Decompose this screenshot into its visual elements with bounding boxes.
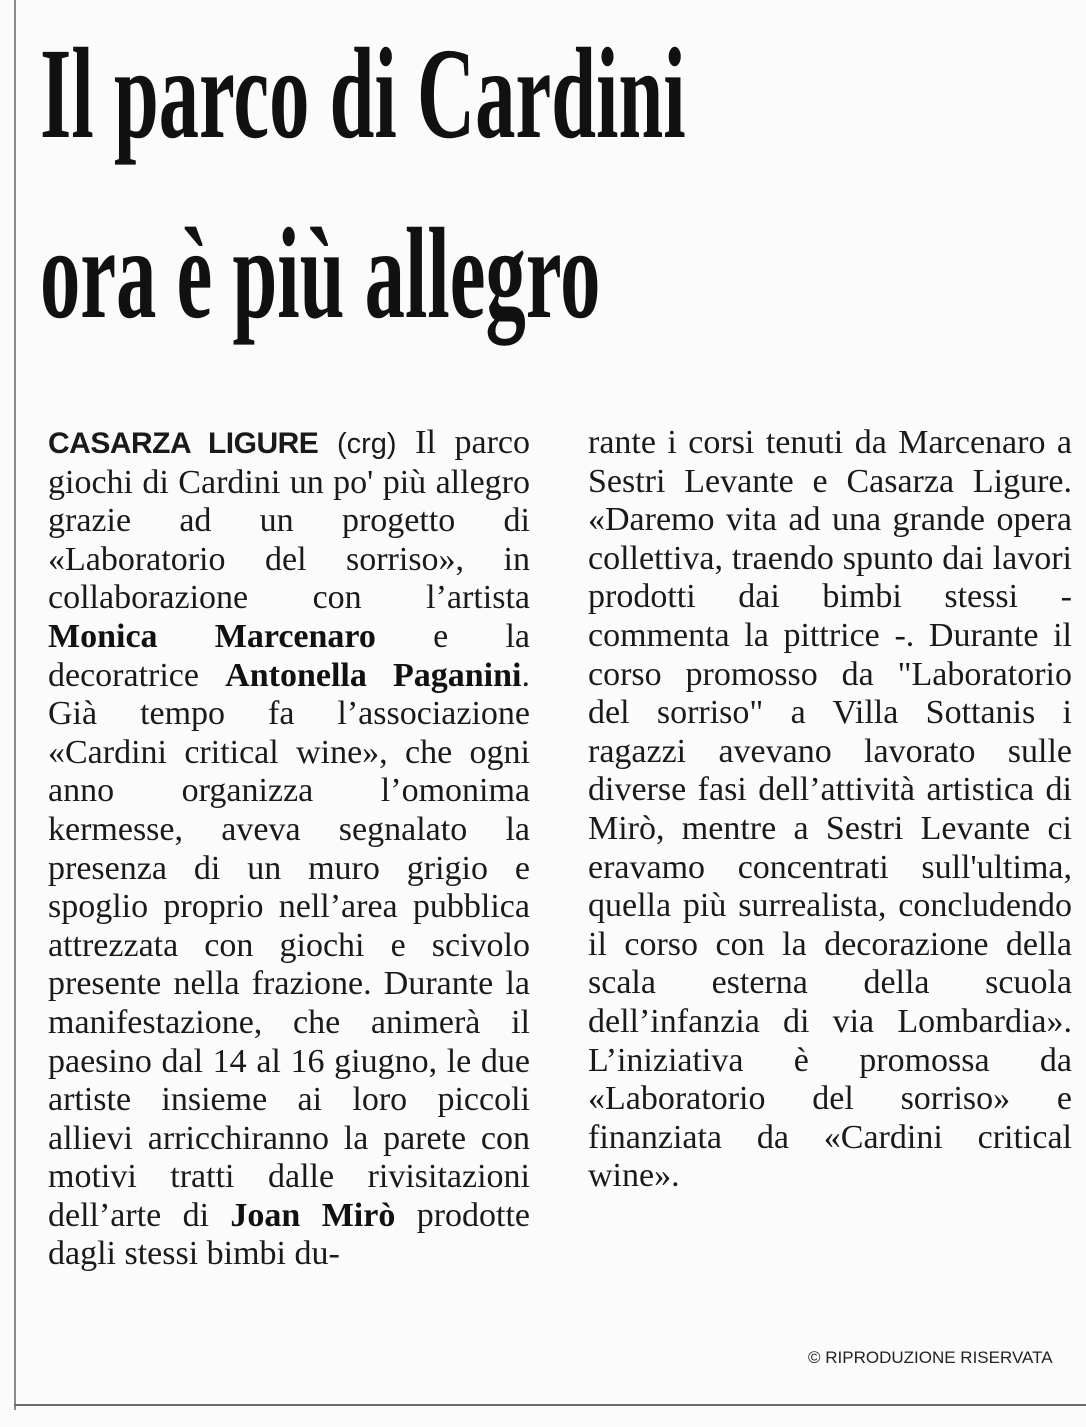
dateline: CASARZA LIGURE	[48, 427, 319, 460]
article-paragraph-2: rante i corsi tenuti da Marcenaro a Sestri Levante e Casarza Ligure. «Daremo vita ad una grande opera collettiva, traendo spunto dai lavori prodotti dai bimbi stessi - commenta la pittrice -. Durante il corso promosso da "Laboratorio del sorriso" a Villa Sottanis i ragazzi avevano lavorato sulle diverse fasi dell’attività artistica di Mirò, mentre a Sestri Levante ci eravamo concentrati sull'ultima, quella più surrealista, concludendo il corso con la decorazione della scala esterna della scuola dell’infanzia di via Lombardia». L’iniziativa è promossa da «Laboratorio del sorriso» e finanziata da «Cardini critical wine».	[588, 424, 1072, 1195]
article-column-right	[588, 424, 1072, 1196]
bottom-rule	[14, 1404, 1086, 1406]
body-text-1d: prodotte dagli stessi bimbi du-	[48, 1196, 530, 1273]
person-name-1: Monica Marcenaro	[48, 617, 376, 655]
headline-line-1: Il parco di Cardini	[40, 22, 686, 166]
article-paragraph-1	[48, 424, 530, 1274]
headline-line-2: ora è più allegro	[40, 202, 601, 346]
left-column-rule	[14, 0, 16, 1410]
person-name-2: Antonella Paganini	[225, 656, 522, 694]
article-column-left	[48, 424, 530, 1274]
headline	[40, 4, 685, 364]
author-credit: (crg)	[336, 428, 397, 460]
person-name-3: Joan Mirò	[230, 1196, 396, 1234]
body-text-1a: Il parco giochi di Cardini un po' più allegro grazie ad un progetto di «Laboratorio del sorriso», in collaborazione con l’artista	[48, 424, 531, 617]
copyright-notice: © RIPRODUZIONE RISERVATA	[808, 1348, 1053, 1367]
body-text-1c: . Già tempo fa l’associazione «Cardini critical wine», che ogni anno organizza l’omonima kermesse, aveva segnalato la presenza di un muro grigio e spoglio proprio nell’area pubblica attrezzata con giochi e scivolo presente nella frazione. Durante la manifestazione, che animerà il paesino dal 14 al 16 giugno, le due artiste insieme ai loro piccoli allievi arricchiranno la parete con motivi tratti dalle rivisitazioni dell’arte di	[48, 656, 530, 1234]
body-text-1b: e la decoratrice	[48, 617, 530, 694]
